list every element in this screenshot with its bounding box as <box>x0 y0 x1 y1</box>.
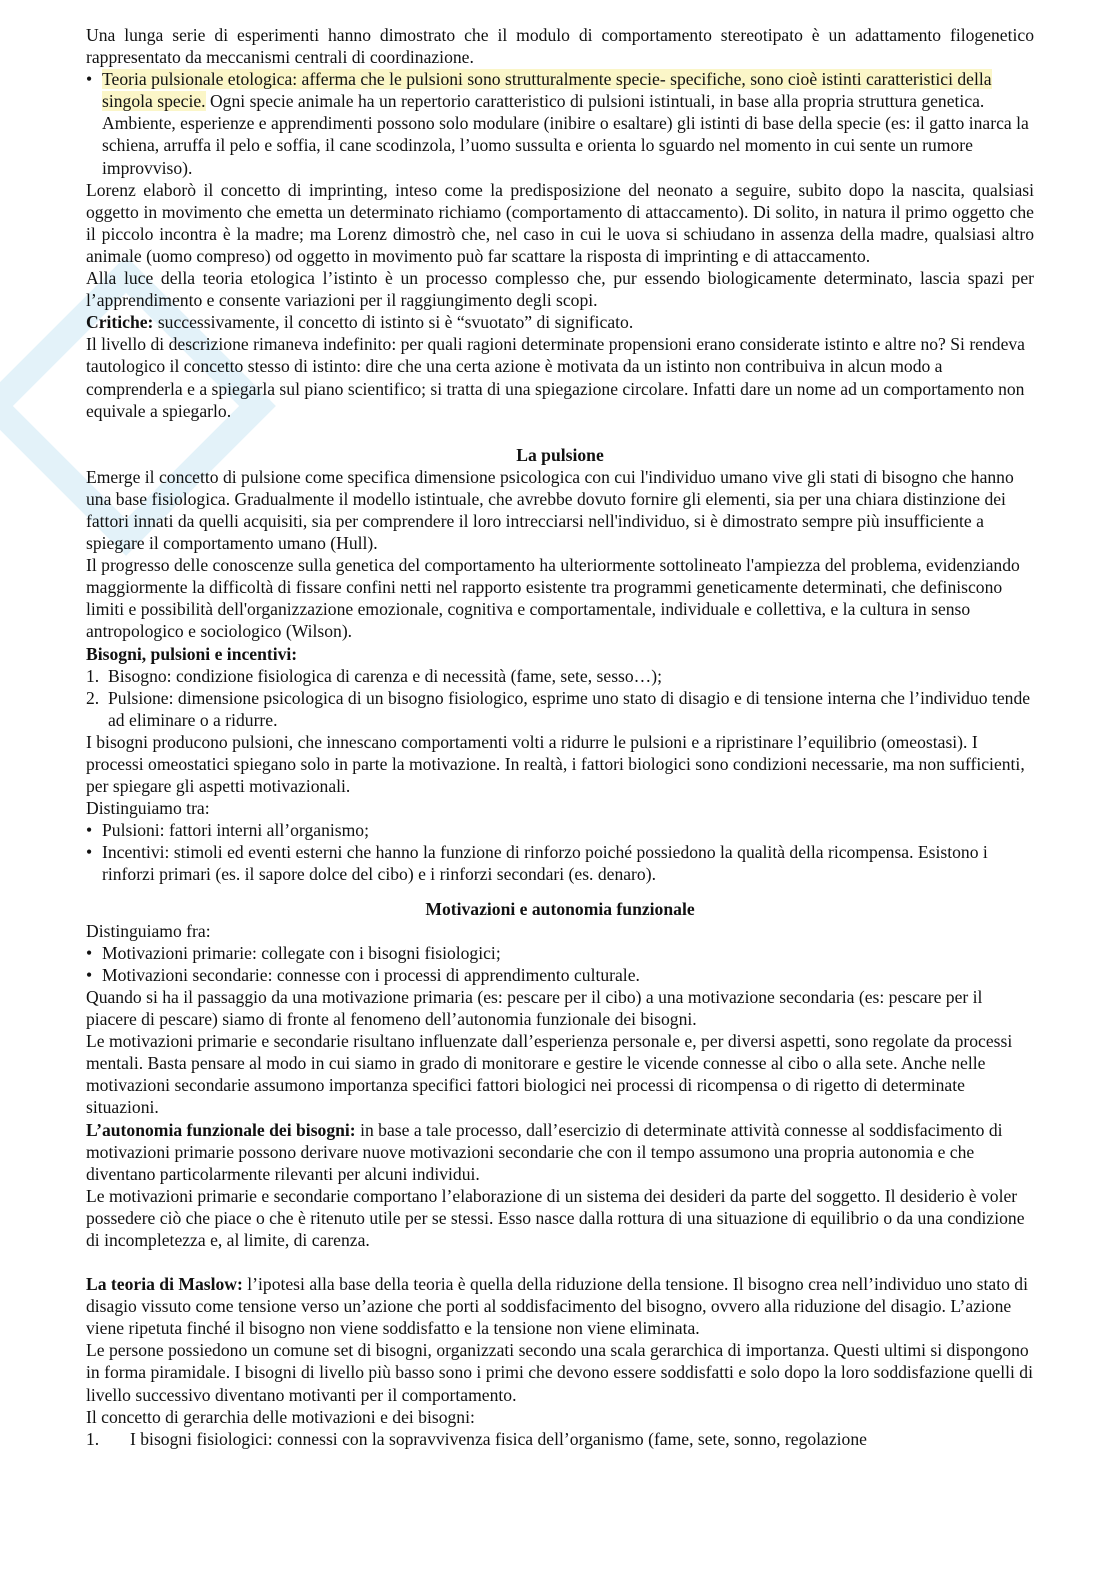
emerge-paragraph: Emerge il concetto di pulsione come specifica dimensione psicologica con cui l'individuo umano vive gli stati di bisogno che hanno una base fisiologica. Gradualmente il modello istintuale, che avrebbe dovuto fornire gli elementi, sia per una chiara distinzione dei fattori innati da quelli acquisiti, sia per comprendere il loro intrecciarsi nell'individuo, si è dimostrato sempre più insufficiente a spiegare il comportamento umano (Hull). <box>86 466 1014 554</box>
list-item <box>86 687 1034 731</box>
list-number: 1. <box>86 1428 100 1449</box>
list-text: Motivazioni secondarie: connesse con i processi di apprendimento culturale. <box>102 964 640 985</box>
maslow-text: l’ipotesi alla base della teoria è quella della riduzione della tensione. Il bisogno crea nell’individuo uno stato di disagio vissuto come tensione verso un’azione che porti al soddisfacimento del bisogno, ovvero alla riduzione del disagio. L’azione viene ripetuta finché il bisogno non viene soddisfatto e la tensione non viene eliminata. <box>86 1274 1028 1339</box>
persone-paragraph: Le persone possiedono un comune set di bisogni, organizzati secondo una scala gerarchica di importanza. Questi ultimi si dispongono in forma piramidale. I bisogni di livello più basso sono i primi che devono essere soddisfatti e solo dopo la loro soddisfazione quelli di livello successivo diventano motivanti per il comportamento. <box>86 1340 1033 1405</box>
list-text: Incentivi: stimoli ed eventi esterni che hanno la funzione di rinforzo poiché possiedono la qualità della ricompensa. Esistono i rinforzi primari (es. il sapore dolce del cibo) e i rinforzi secondari (es. denaro). <box>102 842 988 885</box>
distinguiamo-fra: Distinguiamo fra: <box>86 920 211 941</box>
list-item <box>86 841 1034 885</box>
influenzate-paragraph: Le motivazioni primarie e secondarie risultano influenzate dall’esperienza personale e, per diversi aspetti, sono regolate da processi mentali. Basta pensare al modo in cui siamo in grado di monitorare e gestire le vicende connesse al cibo o alla sete. Anche nelle motivazioni secondarie assumono importanza specifici fattori biologici nei processi di ricompensa o di rigetto di determinate situazioni. <box>86 1031 1013 1118</box>
luce-paragraph: Alla luce della teoria etologica l’istinto è un processo complesso che, pur essendo biologicamente determinato, lascia spazi per l’apprendimento e consente variazioni per il raggiungimento degli scopi. <box>86 268 1034 311</box>
bullet-mark: • <box>86 842 93 863</box>
bullet-etologica <box>86 68 1034 178</box>
lorenz-paragraph: Lorenz elaborò il concetto di imprinting, inteso come la predisposizione del neonato a seguire, subito dopo la nascita, qualsiasi oggetto in movimento che emetta un determinato richiamo (comportamento di attaccamento). Di solito, in natura il primo oggetto che il piccolo incontra è la madre; ma Lorenz dimostrò che, nel caso in cui le uova si schiudano in assenza della madre, qualsiasi altro animale (uomo compreso) od oggetto in movimento può far scattare la risposta di imprinting e di attaccamento. <box>86 179 1034 266</box>
list-number: 2. <box>86 687 100 708</box>
list-item <box>86 665 1034 687</box>
list-item <box>86 942 1034 964</box>
bullet-text-rest: Ogni specie animale ha un repertorio caratteristico di pulsioni istintuali, in base alla propria struttura genetica. Ambiente, esperienze e apprendimenti possono solo modulare (inibire o esaltare) gli istinti di base della specie (es: il gatto inarca la schiena, arruffa il pelo e soffia, il cane scodinzola, l’uomo sussulta e orienta lo sguardo nel momento in cui sente un rumore improvviso). <box>102 91 1029 178</box>
autonomia-paragraph <box>86 1119 1034 1185</box>
progresso-paragraph: Il progresso delle conoscenze sulla genetica del comportamento ha ulteriormente sottolineato l'ampiezza del problema, evidenziando maggiormente la difficoltà di fissare confini netti nel rapporto esistente tra programmi geneticamente determinati, che definiscono limiti e possibilità dell'organizzazione emozionale, cognitiva e comportamentale, individuale e collettiva, e la cultura in senso antropologico e sociologico (Wilson). <box>86 555 1020 642</box>
list-text: Motivazioni primarie: collegate con i bisogni fisiologici; <box>102 942 501 963</box>
distinguiamo-tra: Distinguiamo tra: <box>86 798 210 819</box>
critiche-text: successivamente, il concetto di istinto si è “svuotato” di significato. <box>153 312 634 333</box>
list-text: I bisogni fisiologici: connessi con la sopravvivenza fisica dell’organismo (fame, sete, sonno, regolazione <box>130 1428 867 1449</box>
list-text: Pulsioni: fattori interni all’organismo; <box>102 820 369 841</box>
bullet-mark: • <box>86 964 93 985</box>
desideri-paragraph: Le motivazioni primarie e secondarie comportano l’elaborazione di un sistema dei desideri da parte del soggetto. Il desiderio è voler possedere ciò che piace o che è ritenuto utile per se stessi. Esso nasce dalla rottura di una situazione di equilibrio o da una condizione di incompletezza e, al limite, di carenza. <box>86 1185 1025 1250</box>
heading-motivazioni: Motivazioni e autonomia funzionale <box>425 898 695 919</box>
heading-pulsione: La pulsione <box>516 444 604 465</box>
bisogni-paragraph: I bisogni producono pulsioni, che innescano comportamenti volti a ridurre le pulsioni e a ripristinare l’equilibrio (omeostasi). I processi omeostatici spiegano solo in parte la motivazione. In realtà, i fattori biologici sono condizioni necessarie, ma non sufficienti, per spiegare gli aspetti motivazionali. <box>86 731 1025 797</box>
list-number: 1. <box>86 665 100 686</box>
maslow-paragraph <box>86 1273 1034 1339</box>
list-item <box>86 964 1034 986</box>
bullet-text <box>102 68 1034 178</box>
maslow-label: La teoria di Maslow: <box>86 1274 243 1295</box>
list-text: Pulsione: dimensione psicologica di un bisogno fisiologico, esprime uno stato di disagio e di tensione interna che l’individuo tende ad eliminare o a ridurre. <box>108 687 1031 730</box>
bullet-mark: • <box>86 942 93 963</box>
critiche-paragraph <box>86 311 1034 333</box>
gerarchia-paragraph: Il concetto di gerarchia delle motivazioni e dei bisogni: <box>86 1406 475 1427</box>
autonomia-label: L’autonomia funzionale dei bisogni: <box>86 1119 356 1140</box>
bisogni-title: Bisogni, pulsioni e incentivi: <box>86 643 298 664</box>
intro-paragraph: Una lunga serie di esperimenti hanno dimostrato che il modulo di comportamento stereotipato è un adattamento filogenetico rappresentato da meccanismi centrali di coordinazione. <box>86 25 1034 68</box>
document-page <box>86 24 1034 1450</box>
highlighted-text: Teoria pulsionale etologica: afferma che le pulsioni sono strutturalmente specie- specifiche, sono cioè istinti caratteristici della singola specie. <box>102 69 992 112</box>
livello-paragraph: Il livello di descrizione rimaneva indefinito: per quali ragioni determinate propensioni erano considerate istinto e altre no? Si rendeva tautologico il concetto stesso di istinto: dire che una certa azione è motivata da un istinto non contribuiva in alcun modo a comprenderla e a spiegarla sul piano scientifico; si tratta di una spiegazione circolare. Infatti dare un nome ad un comportamento non equivale a spiegarlo. <box>86 334 1025 421</box>
critiche-label: Critiche: <box>86 312 154 333</box>
bullet-mark: • <box>86 69 93 90</box>
quando-paragraph: Quando si ha il passaggio da una motivazione primaria (es: pescare per il cibo) a una motivazione secondaria (es: pescare per il piacere di pescare) siamo di fronte al fenomeno dell’autonomia funzionale dei bisogni. <box>86 986 983 1030</box>
bullet-mark: • <box>86 820 93 841</box>
autonomia-text: in base a tale processo, dall’esercizio di determinate attività connesse al soddisfacimento di motivazioni primarie possono derivare nuove motivazioni secondarie che con il tempo assumono una propria autonomia e che diventano particolarmente rilevanti per alcuni individui. <box>86 1119 1003 1184</box>
list-item <box>86 819 1034 841</box>
list-item <box>86 1428 1034 1450</box>
list-text: Bisogno: condizione fisiologica di carenza e di necessità (fame, sete, sesso…); <box>108 665 663 686</box>
